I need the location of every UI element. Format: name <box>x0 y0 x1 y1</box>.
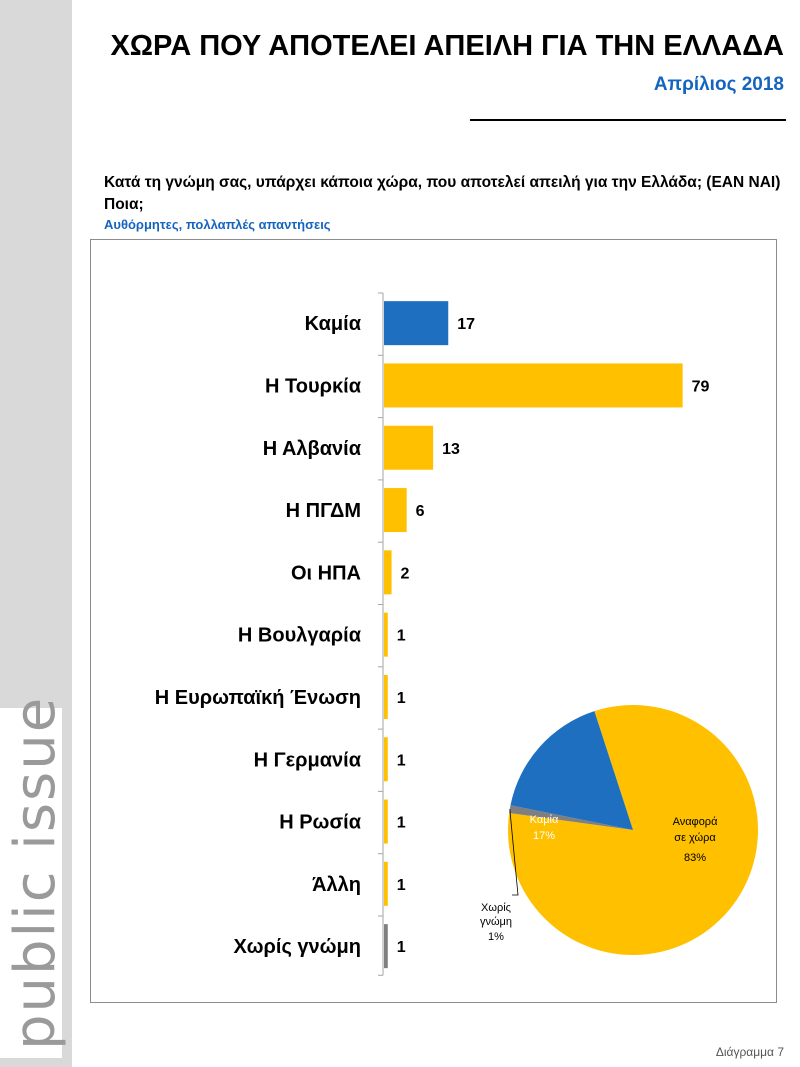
page-title: ΧΩΡΑ ΠΟΥ ΑΠΟΤΕΛΕΙ ΑΠΕΙΛΗ ΓΙΑ ΤΗΝ ΕΛΛΑΔΑ <box>110 30 784 62</box>
pie-slice-label: Καμία <box>529 814 559 826</box>
chart-frame <box>90 239 777 1003</box>
bar <box>384 426 433 470</box>
page-date: Απρίλιος 2018 <box>653 74 784 95</box>
pie-slice-label: Χωρίς <box>481 902 511 914</box>
bar <box>384 800 388 844</box>
question-note: Αυθόρμητες, πολλαπλές απαντήσεις <box>104 217 331 232</box>
bar-value-label: 1 <box>396 876 406 894</box>
bar-value-label: 1 <box>396 752 406 770</box>
bar-category-label: Καμία <box>304 313 361 336</box>
bar-value-label: 2 <box>400 565 410 583</box>
bar-category-label: Η ΠΓΔΜ <box>285 500 361 523</box>
question-text: Κατά τη γνώμη σας, υπάρχει κάποια χώρα, που αποτελεί απειλή για την Ελλάδα; (ΕΑΝ ΝΑΙ) Ποια; <box>104 174 781 213</box>
bar-value-label: 1 <box>396 627 406 645</box>
bar-category-label: Η Τουρκία <box>265 375 361 398</box>
bar-category-label: Χωρίς γνώμη <box>233 936 361 959</box>
pie-slice-label: σε χώρα <box>674 832 716 844</box>
bar <box>384 550 392 594</box>
bar <box>384 301 448 345</box>
chart <box>91 240 776 1002</box>
pie-slice-value: 1% <box>488 931 504 943</box>
bar <box>384 675 388 719</box>
bar-category-label: Η Ευρωπαϊκή Ένωση <box>154 686 361 709</box>
bar <box>384 924 388 968</box>
bar-category-label: Η Βουλγαρία <box>237 624 361 647</box>
brand-logo: public issue <box>3 695 68 1050</box>
bar <box>384 737 388 781</box>
bar <box>384 488 407 532</box>
bar-value-label: 79 <box>691 378 710 396</box>
bar-category-label: Άλλη <box>312 873 361 896</box>
bar-category-label: Η Αλβανία <box>262 437 361 460</box>
bar-value-label: 17 <box>457 316 476 334</box>
bar-value-label: 1 <box>396 939 406 957</box>
bar <box>384 363 683 407</box>
bar-value-label: 1 <box>396 814 406 832</box>
bar <box>384 862 388 906</box>
pie-slice-label: Αναφορά <box>672 816 718 828</box>
bar-value-label: 13 <box>442 440 460 458</box>
bar-category-label: Η Ρωσία <box>279 811 361 834</box>
pie-slice-value: 17% <box>532 830 556 842</box>
bar-category-label: Οι ΗΠΑ <box>291 562 361 585</box>
bar-value-label: 6 <box>415 503 425 521</box>
pie-slice-value: 83% <box>683 852 707 864</box>
footer-label: Διάγραμμα 7 <box>715 1045 784 1059</box>
bar <box>384 613 388 657</box>
title-rule <box>470 119 786 121</box>
bar-value-label: 1 <box>396 689 406 707</box>
pie-slice-label: γνώμη <box>479 916 513 928</box>
bar-category-label: Η Γερμανία <box>253 749 361 772</box>
